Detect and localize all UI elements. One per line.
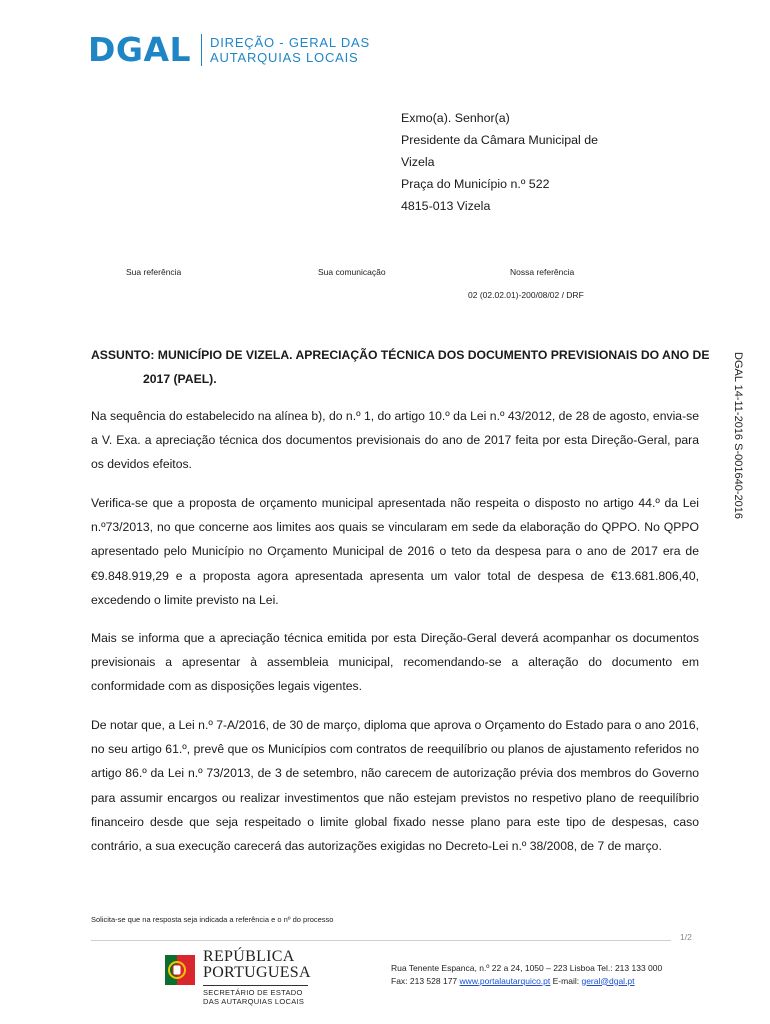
nossa-referencia-label: Nossa referência — [510, 267, 575, 277]
republica-portuguesa-logo — [163, 947, 323, 1007]
logo-text: DIREÇÃO - GERAL DAS AUTARQUIAS LOCAIS — [210, 35, 370, 65]
page-number: 1/2 — [680, 932, 692, 942]
address-line: Presidente da Câmara Municipal de — [401, 133, 598, 147]
republica-title: PORTUGUESA — [203, 964, 311, 981]
email-label: E-mail: — [552, 975, 580, 986]
website-link[interactable]: www.portalautarquico.pt — [459, 975, 551, 986]
subject-line: ASSUNTO: MUNICÍPIO DE VIZELA. APRECIAÇÃO TÉCNICA DOS DOCUMENTO PREVISIONAIS DO ANO DE — [91, 348, 710, 362]
recipient-address — [401, 107, 598, 217]
stamp-text: DGAL 14-11-2016 S-001640-2016 — [732, 352, 744, 519]
body-paragraph: De notar que, a Lei n.º 7-A/2016, de 30 de março, diploma que aprova o Orçamento do Estado para o ano 2016, no seu artigo 61.º, prevê que os Municípios com contratos de reequilíbrio ou planos de ajustamento referidos no artigo 86.º da Lei n.º 73/2013, de 3 de setembro, não carecem de autorização prévia dos membros do Governo para assumir encargos ou realizar investimentos que não estejam previstos no respetivo plano de reequilíbrio financeiro desde que seja respeitado o limite global fixado nesse plano para este tipo de despesas, caso contrário, a sua execução carecerá das autorizações exigidas no Decreto-Lei n.º 38/2008, de 7 de março. — [91, 718, 699, 854]
sua-comunicacao-label: Sua comunicação — [318, 267, 386, 277]
logo-divider — [201, 34, 202, 66]
footer-divider — [91, 940, 671, 941]
subject-line: 2017 (PAEL). — [143, 372, 217, 386]
contact-fax: Fax: 213 528 177 — [391, 975, 458, 986]
republica-subtitle: DAS AUTARQUIAS LOCAIS — [203, 996, 305, 1006]
address-line: 4815-013 Vizela — [401, 199, 491, 213]
republica-title: REPÚBLICA — [203, 948, 295, 965]
logo-mark: DGAL — [88, 30, 192, 69]
sua-referencia-label: Sua referência — [126, 267, 182, 277]
nossa-referencia-value: 02 (02.02.01)-200/08/02 / DRF — [468, 290, 584, 300]
contact-info — [391, 962, 662, 987]
body-paragraph: Mais se informa que a apreciação técnica emitida por esta Direção-Geral deverá acompanhar os documentos previsionais a apresentar à assembleia municipal, recomendando-se a alteração do documento em conformidade com as disposições legais vigentes. — [91, 631, 699, 694]
registration-stamp — [728, 352, 750, 522]
republica-divider — [203, 985, 308, 986]
dgal-logo — [88, 30, 370, 70]
flag-emblem-icon — [163, 951, 197, 987]
address-line: Praça do Município n.º 522 — [401, 177, 550, 191]
footer-note: Solicita-se que na resposta seja indicada a referência e o nº do processo — [91, 915, 334, 924]
body-paragraph: Verifica-se que a proposta de orçamento municipal apresentada não respeita o disposto no artigo 44.º da Lei n.º73/2013, no que concerne aos limites aos quais se vincularam em sede da elaboração do QPPO. No QPPO apresentado pelo Município no Orçamento Municipal de 2016 o teto da despesa para o ano de 2017 era de €9.848.919,29 e a proposta agora apresentada apresenta um valor total de despesa de €13.681.806,40, excedendo o limite previsto na Lei. — [91, 496, 699, 607]
republica-subtitle: SECRETÁRIO DE ESTADO — [203, 988, 303, 997]
contact-address: Rua Tenente Espanca, n.º 22 a 24, 1050 – 223 Lisboa Tel.: 213 133 000 — [391, 963, 663, 973]
address-line: Exmo(a). Senhor(a) — [401, 111, 510, 125]
email-link[interactable]: geral@dgal.pt — [581, 975, 635, 986]
subject — [91, 343, 710, 391]
address-line: Vizela — [401, 155, 435, 169]
body-paragraph: Na sequência do estabelecido na alínea b), do n.º 1, do artigo 10.º da Lei n.º 43/2012, de 28 de agosto, envia-se a V. Exa. a apreciação técnica dos documentos previsionais do ano de 2017 feita por esta Direção-Geral, para os devidos efeitos. — [91, 409, 699, 472]
